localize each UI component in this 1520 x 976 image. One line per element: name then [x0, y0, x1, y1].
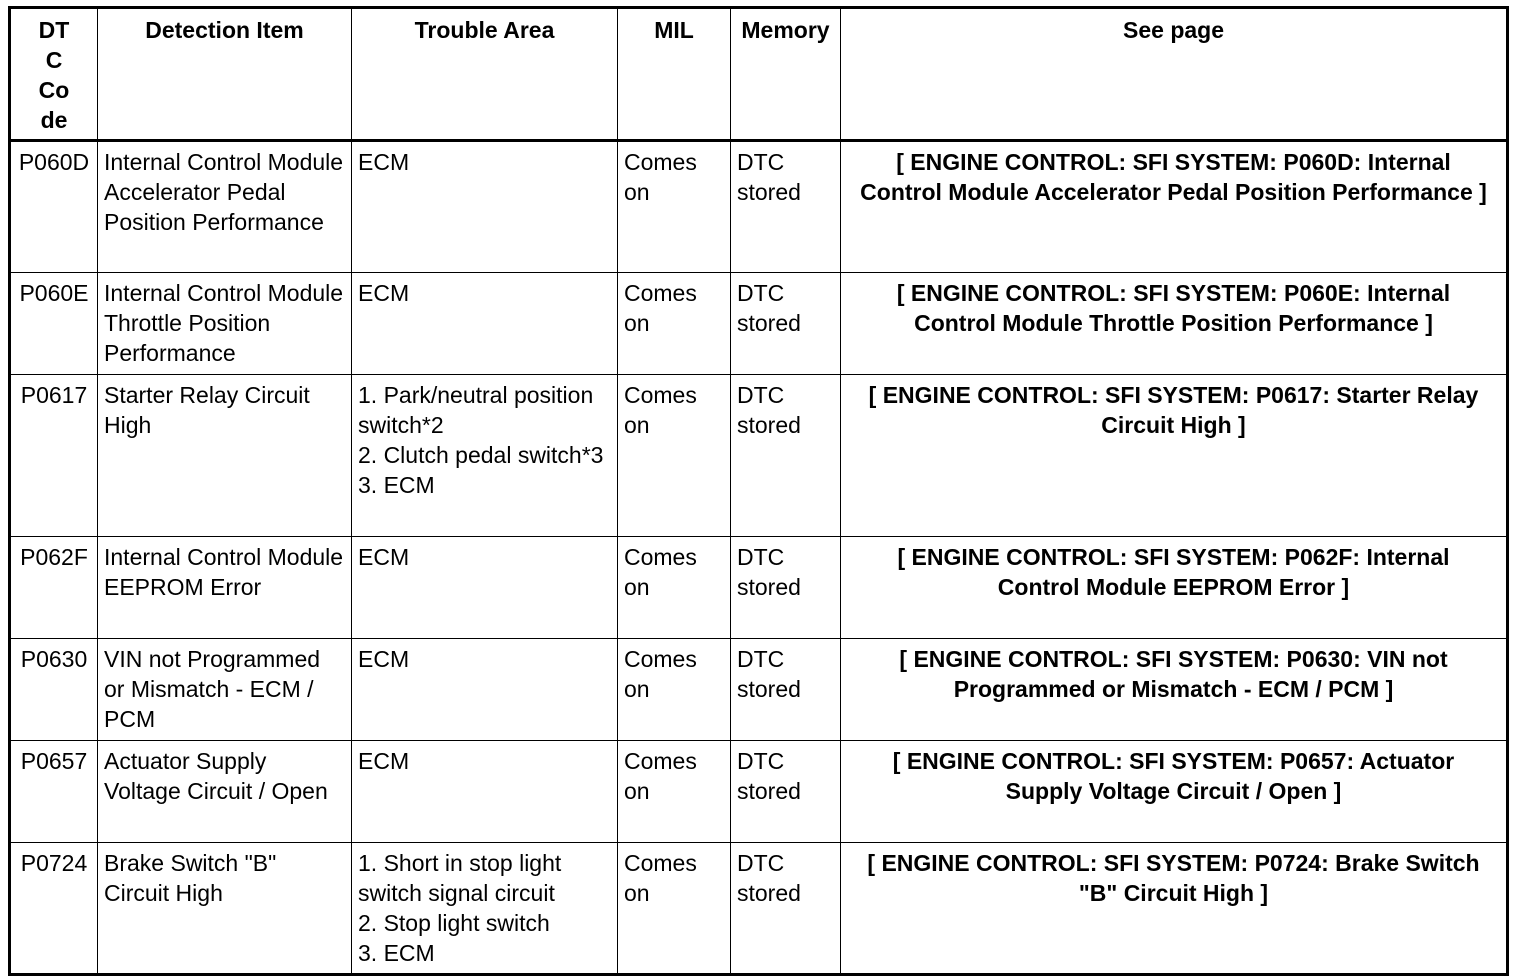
header-mil: MIL: [618, 8, 731, 141]
mil-cell: Comes on: [618, 639, 731, 741]
mil-cell: Comes on: [618, 843, 731, 975]
mil-cell: Comes on: [618, 141, 731, 273]
table-row: [10, 375, 1508, 537]
trouble-area-line: 2. Clutch pedal switch*3: [358, 442, 604, 468]
dtc-code-cell: P0630: [10, 639, 98, 741]
table-row: [10, 273, 1508, 375]
dtc-code-cell: P0657: [10, 741, 98, 843]
header-memory: Memory: [731, 8, 841, 141]
see-page-cell: [ ENGINE CONTROL: SFI SYSTEM: P0617: Starter Relay Circuit High ]: [841, 375, 1508, 537]
trouble-area-cell: [352, 141, 618, 273]
mil-cell: Comes on: [618, 273, 731, 375]
table-body: [10, 141, 1508, 975]
detection-item-cell: Internal Control Module Accelerator Pedal Position Performance: [98, 141, 352, 273]
mil-cell: Comes on: [618, 741, 731, 843]
dtc-code-cell: P0724: [10, 843, 98, 975]
trouble-area-cell: [352, 843, 618, 975]
header-row: [10, 8, 1508, 141]
table-row: [10, 741, 1508, 843]
trouble-area-line: ECM: [358, 748, 410, 774]
trouble-area-line: 2. Stop light switch: [358, 910, 550, 936]
see-page-cell: [ ENGINE CONTROL: SFI SYSTEM: P0724: Brake Switch "B" Circuit High ]: [841, 843, 1508, 975]
header-see-page: See page: [841, 8, 1508, 141]
header-trouble-area: Trouble Area: [352, 8, 618, 141]
trouble-area-line: 1. Park/neutral position switch*2: [358, 382, 594, 438]
memory-cell: DTC stored: [731, 537, 841, 639]
detection-item-cell: Brake Switch "B" Circuit High: [98, 843, 352, 975]
dtc-table: [8, 6, 1509, 976]
table-row: [10, 639, 1508, 741]
memory-cell: DTC stored: [731, 375, 841, 537]
header-dtc-code: DTC Code: [10, 8, 98, 141]
memory-cell: DTC stored: [731, 741, 841, 843]
detection-item-cell: Internal Control Module Throttle Position Performance: [98, 273, 352, 375]
memory-cell: DTC stored: [731, 141, 841, 273]
trouble-area-line: 3. ECM: [358, 940, 435, 966]
dtc-code-cell: P060E: [10, 273, 98, 375]
see-page-cell: [ ENGINE CONTROL: SFI SYSTEM: P0630: VIN not Programmed or Mismatch - ECM / PCM ]: [841, 639, 1508, 741]
trouble-area-line: ECM: [358, 544, 410, 570]
trouble-area-line: ECM: [358, 149, 410, 175]
table-row: [10, 141, 1508, 273]
table-row: [10, 843, 1508, 975]
mil-cell: Comes on: [618, 537, 731, 639]
trouble-area-cell: [352, 639, 618, 741]
detection-item-cell: Actuator Supply Voltage Circuit / Open: [98, 741, 352, 843]
trouble-area-cell: [352, 375, 618, 537]
mil-cell: Comes on: [618, 375, 731, 537]
see-page-cell: [ ENGINE CONTROL: SFI SYSTEM: P062F: Internal Control Module EEPROM Error ]: [841, 537, 1508, 639]
trouble-area-cell: [352, 741, 618, 843]
see-page-cell: [ ENGINE CONTROL: SFI SYSTEM: P0657: Actuator Supply Voltage Circuit / Open ]: [841, 741, 1508, 843]
dtc-code-cell: P060D: [10, 141, 98, 273]
dtc-code-cell: P062F: [10, 537, 98, 639]
table-row: [10, 537, 1508, 639]
see-page-cell: [ ENGINE CONTROL: SFI SYSTEM: P060E: Internal Control Module Throttle Position Performance ]: [841, 273, 1508, 375]
detection-item-cell: Internal Control Module EEPROM Error: [98, 537, 352, 639]
trouble-area-cell: [352, 273, 618, 375]
header-detection-item: Detection Item: [98, 8, 352, 141]
detection-item-cell: Starter Relay Circuit High: [98, 375, 352, 537]
detection-item-cell: VIN not Programmed or Mismatch - ECM / PCM: [98, 639, 352, 741]
see-page-cell: [ ENGINE CONTROL: SFI SYSTEM: P060D: Internal Control Module Accelerator Pedal Position Performance ]: [841, 141, 1508, 273]
dtc-code-cell: P0617: [10, 375, 98, 537]
memory-cell: DTC stored: [731, 639, 841, 741]
trouble-area-cell: [352, 537, 618, 639]
trouble-area-line: ECM: [358, 280, 410, 306]
memory-cell: DTC stored: [731, 843, 841, 975]
trouble-area-line: 1. Short in stop light switch signal circuit: [358, 850, 562, 906]
memory-cell: DTC stored: [731, 273, 841, 375]
trouble-area-line: ECM: [358, 646, 410, 672]
trouble-area-line: 3. ECM: [358, 472, 435, 498]
